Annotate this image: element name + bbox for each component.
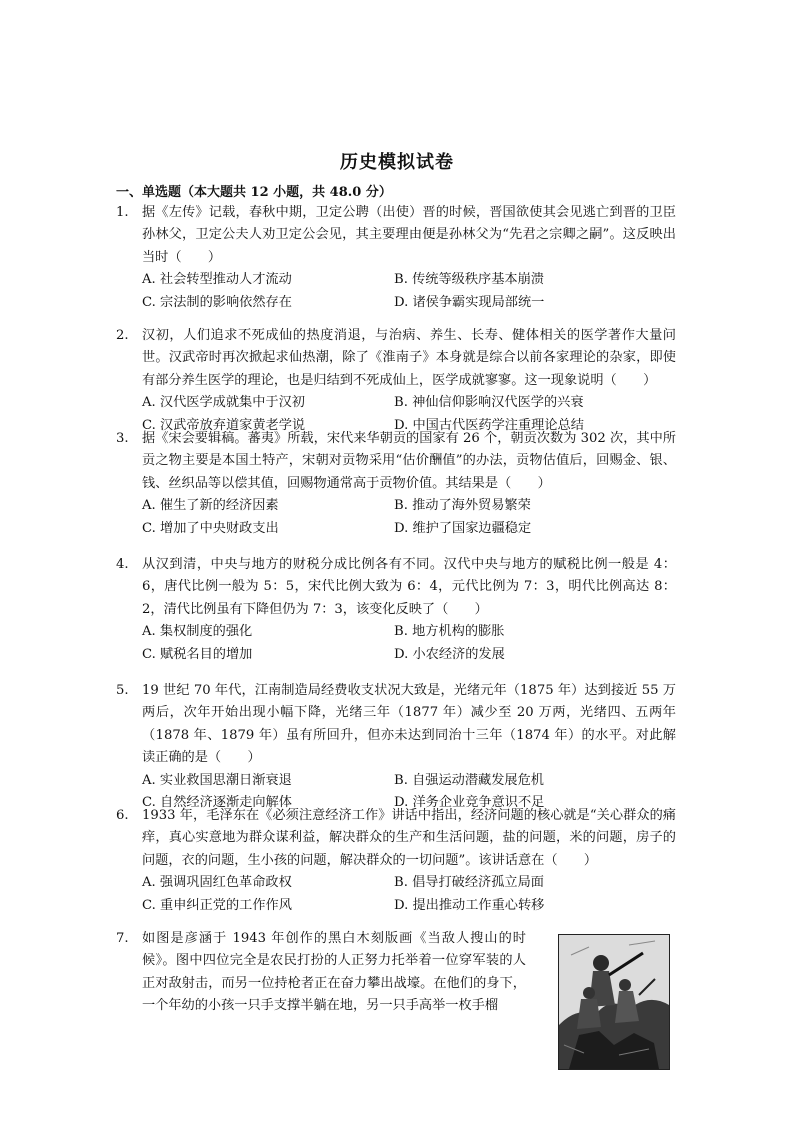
option-b[interactable]: B. 神仙信仰影响汉代医学的兴衰 <box>394 395 584 411</box>
question-6 <box>116 805 676 917</box>
question-stem: 19 世纪 70 年代，江南制造局经费收支状况大致是，光绪元年（1875 年）达到接近 55 万两后，次年开始出现小幅下降，光绪三年（1877 年）减少至 20 万两，光绪四、五两年（1878 年、1879 年）虽有所回升，但亦未达到同治十三年（1874 年）的水平。对此解读正确的是（ ） <box>142 683 676 766</box>
question-number: 7. <box>116 931 129 946</box>
option-c[interactable]: C. 汉武帝放弃道家黄老学说 <box>142 417 306 433</box>
option-d[interactable]: D. 洋务企业竞争意识不足 <box>394 795 545 811</box>
option-c[interactable]: C. 赋税名目的增加 <box>142 646 253 662</box>
question-stem: 据《宋会要辑稿。蕃夷》所载，宋代来华朝贡的国家有 26 个，朝贡次数为 302 次，其中所贡之物主要是本国土特产，宋朝对贡物采用“估价酬值”的办法，贡物估值后，回赐金、银、钱、丝织品等以偿其值，回赐物通常高于贡物价值。其结果是（ ） <box>142 431 676 491</box>
question-options <box>142 269 676 314</box>
option-d[interactable]: D. 提出推动工作重心转移 <box>394 897 545 913</box>
question-number: 5. <box>116 683 129 698</box>
section-heading: 一、单选题（本大题共 12 小题，共 48.0 分） <box>116 185 392 200</box>
option-d[interactable]: D. 维护了国家边疆稳定 <box>394 520 532 536</box>
option-a[interactable]: A. 催生了新的经济因素 <box>142 498 279 514</box>
option-d[interactable]: D. 小农经济的发展 <box>394 646 505 662</box>
question-5 <box>116 680 676 814</box>
option-c[interactable]: C. 增加了中央财政支出 <box>142 520 279 536</box>
question-number: 4. <box>116 557 129 572</box>
question-stem: 如图是彦涵于 1943 年创作的黑白木刻版画《当敌人搜山的时候》。图中四位完全是农民打扮的人正努力托举着一位穿军装的人正对敌射击，而另一位持枪者正在奋力攀出战壕。在他们的身下，一个年幼的小孩一只手支撑半躺在地，另一只手高举一枚手榴 <box>142 931 526 1014</box>
option-a[interactable]: A. 汉代医学成就集中于汉初 <box>142 395 305 411</box>
option-b[interactable]: B. 地方机构的膨胀 <box>394 624 505 640</box>
woodcut-illustration <box>558 934 670 1070</box>
option-d[interactable]: D. 中国古代医药学注重理论总结 <box>394 417 584 433</box>
option-a[interactable]: A. 社会转型推动人才流动 <box>142 272 292 288</box>
option-b[interactable]: B. 倡导打破经济孤立局面 <box>394 875 544 891</box>
question-number: 2. <box>116 328 129 343</box>
question-number: 6. <box>116 808 129 823</box>
option-a[interactable]: A. 集权制度的强化 <box>142 624 253 640</box>
option-c[interactable]: C. 重申纠正党的工作作风 <box>142 897 292 913</box>
woodcut-image-icon <box>559 935 669 1069</box>
question-4 <box>116 554 676 666</box>
option-a[interactable]: A. 实业救国思潮日渐衰退 <box>142 772 292 788</box>
question-stem: 从汉到清，中央与地方的财税分成比例各有不同。汉代中央与地方的赋税比例一般是 4：6，唐代比例一般为 5：5，宋代比例大致为 6：4，元代比例为 7：3，明代比例高达 8：2，清代比例虽有下降但仍为 7：3，该变化反映了（ ） <box>142 557 676 617</box>
question-options <box>142 872 676 917</box>
option-c[interactable]: C. 宗法制的影响依然存在 <box>142 294 292 310</box>
question-stem: 汉初，人们追求不死成仙的热度消退，与治病、养生、长寿、健体相关的医学著作大量问世。汉武帝时再次掀起求仙热潮，除了《淮南子》本身就是综合以前各家理论的杂家，即使有部分养生医学的理论，也是归结到不死成仙上，医学成就寥寥。这一现象说明（ ） <box>142 328 676 388</box>
option-b[interactable]: B. 自强运动潜藏发展危机 <box>394 772 544 788</box>
page-title: 历史模拟试卷 <box>340 152 454 173</box>
option-a[interactable]: A. 强调巩固红色革命政权 <box>142 875 292 891</box>
question-number: 1. <box>116 205 129 220</box>
question-2 <box>116 325 676 437</box>
question-1 <box>116 202 676 314</box>
question-7 <box>116 928 526 1018</box>
option-c[interactable]: C. 自然经济逐渐走向解体 <box>142 795 292 811</box>
question-stem: 1933 年，毛泽东在《必须注意经济工作》讲话中指出，经济问题的核心就是“关心群众的痛痒，真心实意地为群众谋利益，解决群众的生产和生活问题，盐的问题，米的问题，房子的问题，衣的问题，生小孩的问题，解决群众的一切问题”。该讲话意在（ ） <box>142 808 676 868</box>
option-d[interactable]: D. 诸侯争霸实现局部统一 <box>394 294 545 310</box>
option-b[interactable]: B. 推动了海外贸易繁荣 <box>394 498 531 514</box>
question-3 <box>116 428 676 540</box>
question-number: 3. <box>116 431 129 446</box>
option-b[interactable]: B. 传统等级秩序基本崩溃 <box>394 272 544 288</box>
question-options <box>142 495 676 540</box>
question-stem: 据《左传》记载，春秋中期，卫定公聘（出使）晋的时候，晋国欲使其会见逃亡到晋的卫臣孙林父，卫定公夫人劝卫定公会见，其主要理由便是孙林父为“先君之宗卿之嗣”。这反映出当时（ ） <box>142 205 676 265</box>
question-options <box>142 621 676 666</box>
